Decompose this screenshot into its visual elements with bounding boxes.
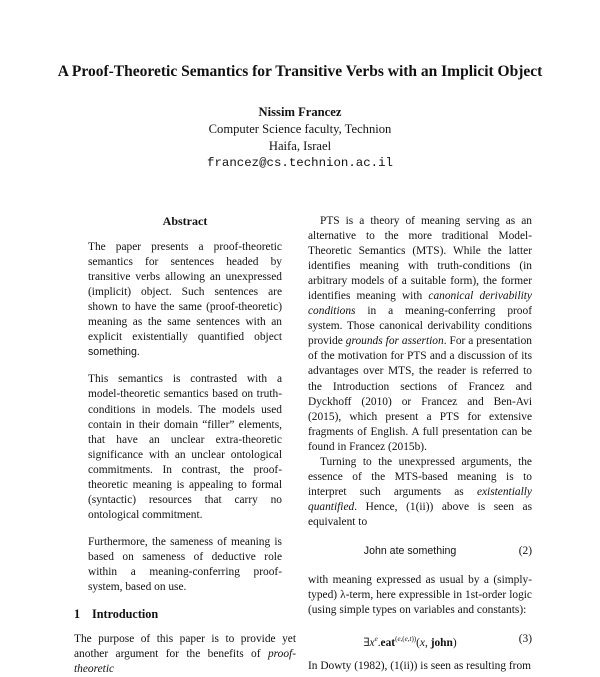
meaning-paragraph: with meaning expressed as usual by a (simply-typed) λ-term, here expressible in 1st-order logic (using simple types on variables and constants): xyxy=(308,573,532,617)
section-number: 1 xyxy=(74,607,81,622)
author-email: francez@cs.technion.ac.il xyxy=(207,156,393,170)
equation-3-expression: $\exists x^e.eat^{(e,(e,t))}(x$, john) xyxy=(363,635,457,649)
unexpressed-text-a: Turning to the unexpressed arguments, the essence of the MTS-based meaning is to interpret such arguments as xyxy=(308,455,532,498)
section-title: Introduction xyxy=(92,607,159,622)
author-block xyxy=(0,104,600,172)
pts-emphasis-2: grounds for assertion xyxy=(345,335,444,348)
abstract-paragraph-2: This semantics is contrasted with a model-theoretic semantics based on truth-conditions in models. The models used contain in their domain “filler” elements, that have an unclear extra-theoretic significance with an unclear ontological commitments. In contrast, the proof-theoretic meaning is appealing to formal (syntactic) resources that carry no ontological commitment. xyxy=(88,373,282,521)
pts-text-b: in a meaning-conferring proof system. Those canonical derivability conditions provide xyxy=(308,305,532,348)
pts-emphasis-1: canonical derivability conditions xyxy=(308,290,532,318)
equation-2-number: (2) xyxy=(518,544,532,557)
unexpressed-paragraph xyxy=(308,455,532,530)
author-location: Haifa, Israel xyxy=(268,139,332,153)
left-column xyxy=(74,214,296,677)
dowty-paragraph: In Dowty (1982), (1(ii)) is seen as resulting from xyxy=(308,660,532,673)
author-affiliation: Computer Science faculty, Technion xyxy=(208,122,392,136)
abstract-paragraph-3: Furthermore, the sameness of meaning is based on sameness of deductive role within a meaning-conferring proof-system, based on use. xyxy=(88,535,282,594)
intro-text: The purpose of this paper is to provide yet another argument for the benefits of xyxy=(74,633,296,661)
equation-3 xyxy=(308,632,532,647)
pts-text-a: PTS is a theory of meaning serving as an alternative to the more traditional Model-Theoretic Semantics (MTS). While the latter identifies meaning with truth-conditions (in arbitrary models of a suitable form), the former identifies meaning with xyxy=(308,215,532,303)
unexpressed-text-b: . Hence, (1(ii)) above is seen as equivalent to xyxy=(308,500,532,528)
author-name: Nissim Francez xyxy=(258,105,342,119)
intro-paragraph xyxy=(74,632,296,677)
pts-paragraph xyxy=(308,214,532,455)
abstract-heading: Abstract xyxy=(162,214,208,228)
abstract-paragraph-1: The paper presents a proof-theoretic semantics for sentences headed by transitive verbs allowing an unexpressed (implicit) object. Such sentences are shown to have the same (proof-theoretic) meaning as the same sentences with an explicit existentially quantified object something. xyxy=(88,241,282,359)
intro-text-emphasis: proof-theoretic xyxy=(74,648,296,676)
unexpressed-emphasis: existentially quantified xyxy=(308,485,532,513)
paper-title: A Proof-Theoretic Semantics for Transitive Verbs with an Implicit Object xyxy=(57,63,543,80)
abstract-p1-text: The paper presents a proof-theoretic semantics for sentences headed by transitive verbs allowing an unexpressed (implicit) object. Such sentences are shown to have the same (proof-theoretic) meaning as the same sentences with an explicit existentially quantified object xyxy=(88,241,282,344)
equation-2-expression: John ate something xyxy=(363,544,457,557)
right-column xyxy=(308,214,532,674)
equation-2 xyxy=(308,544,532,559)
pts-text-c: . For a presentation of the motivation for PTS and a discussion of its advantages over MTS, the reader is referred to the Introduction sections of Francez and Dyckhoff (2010) or Francez and Ben-Avi (2015), which present a PTS for extensive fragments of English. A full presentation can be found in Francez (2015b). xyxy=(308,335,532,453)
section-heading-introduction xyxy=(74,607,296,622)
equation-3-number: (3) xyxy=(518,633,532,646)
abstract-p1-word: something xyxy=(88,346,137,359)
